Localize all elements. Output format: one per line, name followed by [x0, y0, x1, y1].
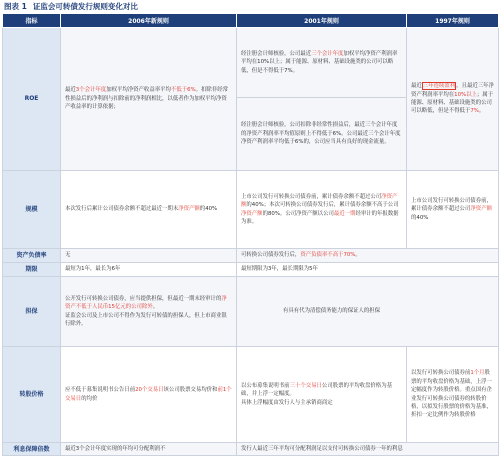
- highlighted-text: 三个会计年度: [311, 50, 344, 57]
- cell-roe-2001-b: 经注册会计师核验，公司扣除非经常性损益后，最近三个会计年度的净资产利润率平均值原则上不得低于6%。公司最近三个会计年度净资产利润率平均低于6%的，公司应当具有良好的现金流量。: [237, 98, 407, 171]
- text-segment: 的40%；本次可转换公司债券发行后，累计债券余额不高于公司: [246, 202, 399, 209]
- cell-roe-2006: [61, 28, 237, 171]
- table-row-price: [3, 347, 499, 443]
- cell-roe-1997: [407, 28, 499, 171]
- highlighted-text: 最近一期: [333, 210, 356, 217]
- cell-guarantee-2006: [61, 277, 237, 347]
- cell-price-1997: [407, 347, 499, 443]
- cell-term-2001-1997: 最短期限为3年，最长期限为5年: [237, 263, 499, 277]
- header-2001: 2001年规则: [237, 14, 407, 28]
- text-segment: 的80%。公司净资产额以公司: [262, 210, 334, 217]
- text-segment: 本次发行后累计公司债券余额不超过最近一期末: [65, 206, 179, 213]
- highlighted-text: 20个交易日: [135, 387, 164, 394]
- text-segment: ，且最近三年净资产利润率平均在: [411, 83, 494, 98]
- text-segment: 。: [355, 252, 361, 259]
- text-segment: 该公司股票交易均价和: [163, 387, 218, 394]
- table-row-scale: [3, 171, 499, 249]
- table-row-interest: [3, 443, 499, 456]
- row-label-term: 期限: [3, 263, 61, 277]
- table-row-debt-ratio: [3, 249, 499, 263]
- figure-title: 证监会可转债发行规则变化对比: [32, 2, 138, 11]
- text-segment: 上市公司发行可转换公司债券前，累计债券余额不超过公司: [241, 193, 382, 200]
- header-row: [3, 14, 499, 28]
- header-1997: 1997年规则: [407, 14, 499, 28]
- highlighted-text: 净资产额: [241, 210, 263, 217]
- text-segment: 证监会公司及上市公司不得作为发行可转债的担保人，但上市商业银行除外。: [65, 312, 227, 327]
- cell-scale-2006: [61, 171, 237, 249]
- text-segment: 最近: [65, 87, 76, 94]
- text-segment: 的40%: [199, 206, 218, 213]
- highlighted-text: 净资产额: [470, 206, 492, 213]
- highlighted-text: 1个月: [470, 370, 485, 377]
- cell-roe-2001-a: [237, 28, 407, 98]
- highlighted-text: 不低于6%: [170, 87, 196, 94]
- highlighted-text: 净资产额: [241, 193, 398, 209]
- text-segment: 经审计的年报数据为准。: [241, 210, 399, 225]
- header-indicator: 指标: [3, 14, 61, 28]
- highlighted-text: 10%以上: [454, 91, 477, 98]
- text-segment: 经注册会计师核验，公司最近: [241, 50, 312, 57]
- highlighted-text: 三十个交易日: [289, 382, 322, 389]
- cell-scale-1997: [407, 171, 499, 249]
- text-segment: 上市公司发行可转换公司债券前，累计债券余额不超过公司: [411, 197, 492, 213]
- cell-debt-ratio-2001-1997: [237, 249, 499, 263]
- highlighted-text: 资产负债率不高于70%: [300, 252, 356, 259]
- cell-guarantee-2001-1997: 有具有代为清偿债务能力的保证人的担保: [237, 277, 499, 347]
- table-row-guarantee: [3, 277, 499, 347]
- text-segment: 的均价: [81, 395, 98, 402]
- highlighted-text: 3个会计年度: [75, 87, 107, 94]
- highlighted-text: 净资产额: [178, 206, 200, 213]
- text-segment: 应不低于募集说明书公告日前: [65, 387, 136, 394]
- table-row-term: [3, 263, 499, 277]
- cell-scale-2001: [237, 171, 407, 249]
- text-segment: 最近: [411, 83, 422, 90]
- text-segment: 公司股票的平均收盘价格为基础，并上浮一定幅度。: [241, 382, 392, 398]
- figure-number: 图表 1: [4, 2, 27, 11]
- figure-caption: [4, 1, 138, 12]
- cell-interest-2006: 最近3个会计年度实现的年均可分配利润不: [61, 443, 237, 456]
- header-2006: 2006年新规则: [61, 14, 237, 28]
- text-segment: 股票的平均收盘价格为基础，上浮一定幅度作为转股价格。重点国有企业发行可转换公司债券的转股价格，以拟发行股票的价格为基准，折扣一定比例作为转股价格: [411, 370, 492, 419]
- cell-interest-2001-1997: 发行人最近三年平均可分配利润足以支付可转换公司债券一年的利息: [237, 443, 499, 456]
- cell-price-2001: [237, 347, 407, 443]
- text-segment: 。扣除非经常性损益后的净利润与扣除前的净利润相比，以低者作为加权平均净资产收益率的计算依据；: [65, 87, 228, 111]
- cell-price-2006: [61, 347, 237, 443]
- text-segment: 具体上浮幅度由发行人与主承销商商定: [241, 399, 333, 406]
- cell-debt-ratio-2006: 无: [61, 249, 237, 263]
- row-label-roe: ROE: [3, 28, 61, 171]
- highlighted-text: 7%: [470, 108, 479, 115]
- text-segment: 可转换公司债券发行后，: [241, 252, 301, 259]
- row-label-debt-ratio: 资产负债率: [3, 249, 61, 263]
- text-segment: 加权平均净资产收益率平均: [106, 87, 171, 94]
- highlighted-text: 三年连续盈利: [422, 83, 456, 90]
- text-segment: 加权平均净资产利润率平均在10%以上；属于能源、原材料、基础设施类的公司可以略低，但是不得低于7%。: [241, 50, 398, 74]
- row-label-interest: 利息保障倍数: [3, 443, 61, 456]
- text-segment: ；属于能源、原材料、基础设施类的公司可以略低，但是不得低于: [411, 91, 494, 115]
- highlighted-text: 前1个交易日: [65, 387, 232, 402]
- table-row-roe: [3, 28, 499, 98]
- row-label-price: 转股价格: [3, 347, 61, 443]
- text-segment: 公开发行可转换公司债券，应当提供担保，但最近一期末经审计的: [65, 295, 222, 302]
- text-segment: 以公布募集说明书前: [241, 382, 290, 389]
- text-segment: 。: [152, 304, 159, 311]
- highlighted-text: 净资产不低于人民币15亿元的公司除外: [65, 295, 227, 311]
- text-segment: 的40%: [411, 214, 429, 221]
- cell-term-2006: 最短为1年，最长为6年: [61, 263, 237, 277]
- text-segment: 以发行可转换公司债券前: [411, 370, 471, 377]
- row-label-scale: 规模: [3, 171, 61, 249]
- row-label-guarantee: 担保: [3, 277, 61, 347]
- text-segment: 。: [478, 108, 485, 115]
- rules-comparison-table: [2, 13, 499, 456]
